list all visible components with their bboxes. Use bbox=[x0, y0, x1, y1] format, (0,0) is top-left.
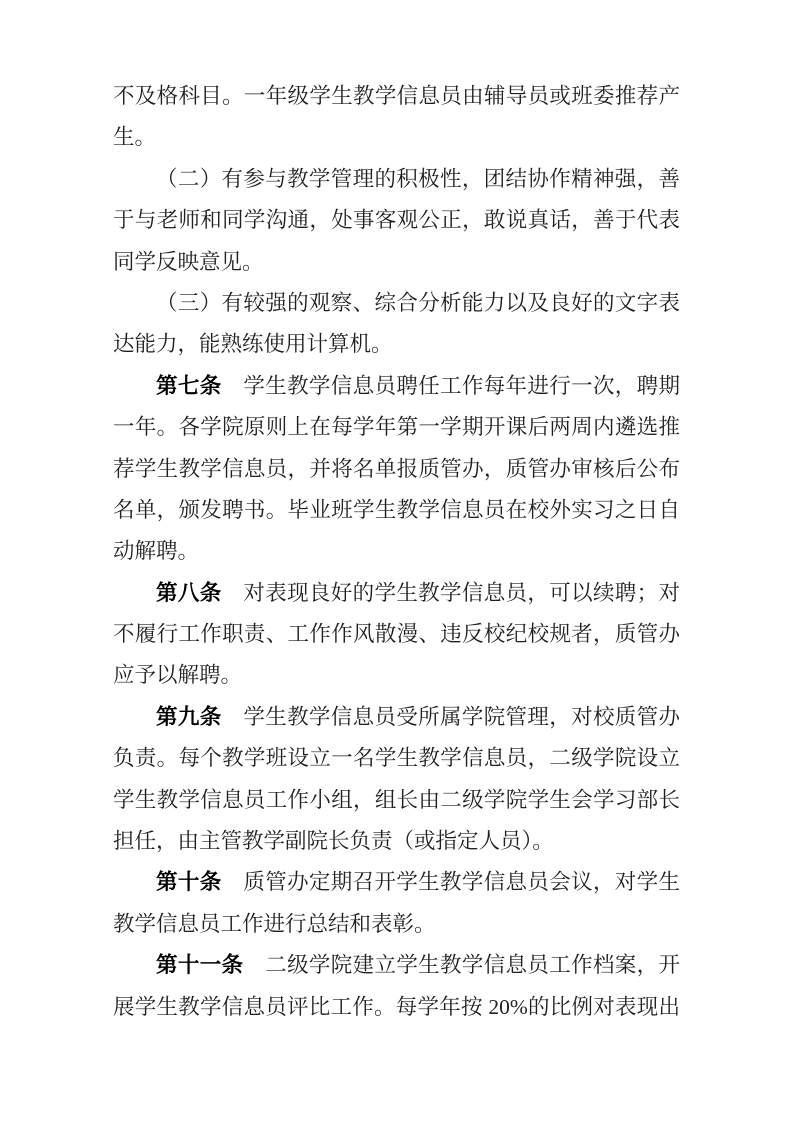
para-article-10 bbox=[113, 862, 680, 945]
text-segment: 一年。各学院原则上在每学年第一学期开课后两周内遴选推 bbox=[113, 415, 680, 440]
text-line bbox=[113, 573, 680, 614]
text-line bbox=[113, 697, 680, 738]
para-article-8 bbox=[113, 573, 680, 697]
text-segment: 名单，颁发聘书。毕业班学生教学信息员在校外实习之日自 bbox=[113, 497, 680, 522]
text-segment: 于与老师和同学沟通，处事客观公正，敢说真话，善于代表 bbox=[113, 208, 680, 233]
para-article-7 bbox=[113, 366, 680, 573]
text-segment: 达能力，能熟练使用计算机。 bbox=[113, 332, 393, 357]
text-segment: 生。 bbox=[113, 125, 157, 150]
text-line bbox=[113, 780, 680, 821]
article-number: 第八条 bbox=[156, 580, 222, 605]
text-segment: 学生教学信息员聘任工作每年进行一次，聘期 bbox=[221, 373, 680, 398]
text-segment: 教学信息员工作进行总结和表彰。 bbox=[113, 911, 436, 936]
article-number: 第七条 bbox=[156, 373, 222, 398]
text-line bbox=[113, 366, 680, 407]
text-line bbox=[113, 904, 680, 945]
text-line bbox=[113, 324, 680, 365]
article-number: 第十一条 bbox=[156, 953, 244, 978]
text-line bbox=[113, 117, 680, 158]
text-line bbox=[113, 449, 680, 490]
text-segment: 质管办定期召开学生教学信息员会议，对学生 bbox=[221, 870, 680, 895]
text-line bbox=[113, 821, 680, 862]
text-segment: 对表现良好的学生教学信息员，可以续聘；对 bbox=[221, 580, 680, 605]
text-line bbox=[113, 490, 680, 531]
text-line bbox=[113, 655, 680, 696]
text-segment: 荐学生教学信息员，并将名单报质管办，质管办审核后公布 bbox=[113, 456, 680, 481]
para-item-2 bbox=[113, 159, 680, 283]
para-article-9 bbox=[113, 697, 680, 863]
text-line bbox=[113, 242, 680, 283]
text-segment: 学生教学信息员受所属学院管理，对校质管办 bbox=[221, 704, 680, 729]
text-line bbox=[113, 987, 680, 1028]
text-segment: 担任，由主管教学副院长负责（或指定人员）。 bbox=[113, 829, 554, 854]
text-segment: 负责。每个教学班设立一名学生教学信息员，二级学院设立 bbox=[113, 746, 680, 771]
text-line bbox=[113, 283, 680, 324]
para-continuation-article6 bbox=[113, 76, 680, 159]
text-line bbox=[113, 614, 680, 655]
text-line bbox=[113, 159, 680, 200]
text-line bbox=[113, 945, 680, 986]
text-segment: 动解聘。 bbox=[113, 539, 200, 564]
text-line bbox=[113, 531, 680, 572]
text-segment: 二级学院建立学生教学信息员工作档案，开 bbox=[243, 953, 680, 978]
text-segment: 展学生教学信息员评比工作。每学年按 20%的比例对表现出 bbox=[113, 994, 680, 1019]
text-segment: 不及格科目。一年级学生教学信息员由辅导员或班委推荐产 bbox=[113, 84, 680, 108]
text-segment: 应予以解聘。 bbox=[113, 663, 243, 688]
text-segment: 不履行工作职责、工作作风散漫、违反校纪校规者，质管办 bbox=[113, 622, 680, 647]
text-line bbox=[113, 76, 680, 117]
text-line bbox=[113, 407, 680, 448]
para-item-3 bbox=[113, 283, 680, 366]
article-number: 第九条 bbox=[156, 704, 222, 729]
text-segment: （三）有较强的观察、综合分析能力以及良好的文字表 bbox=[156, 290, 680, 315]
text-segment: （二）有参与教学管理的积极性，团结协作精神强，善 bbox=[156, 166, 680, 191]
article-number: 第十条 bbox=[156, 870, 222, 895]
text-line bbox=[113, 200, 680, 241]
document-body bbox=[113, 76, 680, 1028]
text-segment: 同学反映意见。 bbox=[113, 249, 264, 274]
text-line bbox=[113, 862, 680, 903]
text-segment: 学生教学信息员工作小组，组长由二级学院学生会学习部长 bbox=[113, 787, 680, 812]
text-line bbox=[113, 738, 680, 779]
para-article-11 bbox=[113, 945, 680, 1028]
